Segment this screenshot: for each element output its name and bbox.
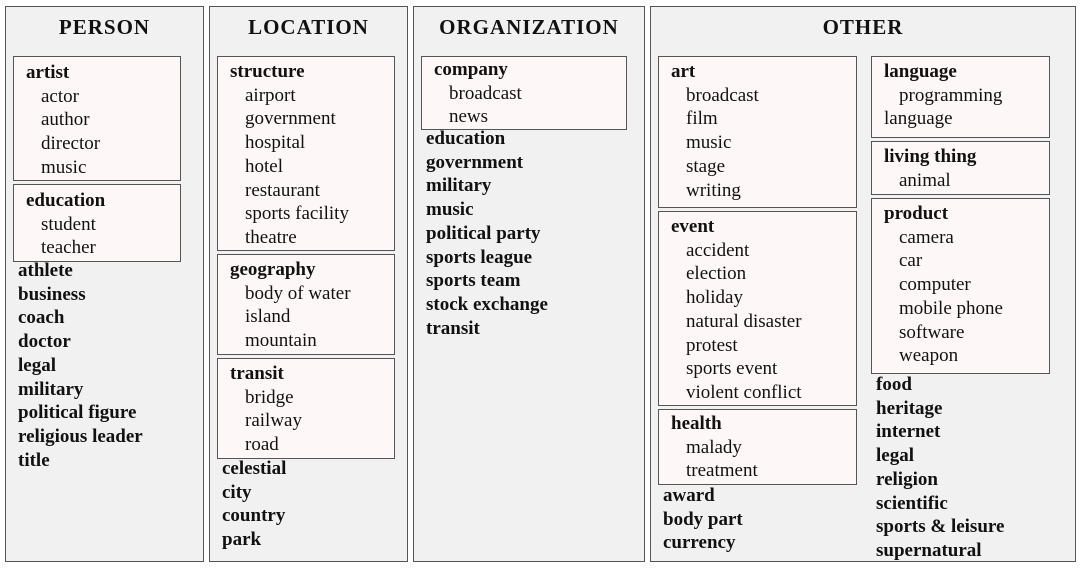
group-head: art	[671, 61, 696, 82]
subtype: camera	[899, 226, 954, 248]
type-label: business	[18, 283, 86, 305]
group-head: event	[671, 216, 715, 237]
subtype: teacher	[41, 237, 96, 259]
type-label: religious leader	[18, 425, 143, 447]
subtype: railway	[245, 410, 302, 432]
group-head: health	[671, 413, 722, 434]
type-label: coach	[18, 307, 65, 329]
subtype: film	[686, 108, 718, 130]
type-label: military	[18, 378, 84, 400]
type-label: title	[18, 449, 50, 471]
loose-types-right	[876, 373, 1004, 563]
subtype: broadcast	[686, 84, 759, 106]
group-geography	[217, 254, 395, 355]
group-living-thing	[871, 141, 1050, 195]
group-event	[658, 211, 857, 406]
type-label: government	[426, 151, 524, 173]
subtype: writing	[686, 179, 741, 201]
subtype: hotel	[245, 155, 283, 177]
group-language	[871, 56, 1050, 138]
subtype: government	[245, 108, 336, 130]
group-head: transit	[230, 363, 284, 384]
subtype: body of water	[245, 282, 351, 304]
subtype: car	[899, 250, 923, 272]
subtype: holiday	[686, 287, 743, 309]
subtype: sports facility	[245, 203, 349, 225]
subtype: weapon	[899, 345, 959, 367]
type-label: legal	[876, 445, 914, 467]
group-head: product	[884, 203, 949, 224]
organization-panel	[413, 6, 645, 562]
type-label: sports & leisure	[876, 516, 1005, 538]
subtype: road	[245, 434, 279, 456]
group-head: education	[26, 190, 106, 211]
person-panel	[5, 6, 204, 562]
subtype: news	[449, 106, 489, 128]
group-artist	[13, 56, 181, 181]
subtype: theatre	[245, 226, 297, 248]
group-head: structure	[230, 61, 305, 82]
other-panel	[650, 6, 1076, 562]
group-structure	[217, 56, 395, 251]
group-product	[871, 198, 1050, 374]
group-company	[421, 56, 627, 130]
type-label: athlete	[18, 260, 73, 281]
group-head: company	[434, 59, 508, 80]
subtype: programming	[899, 84, 1003, 106]
subtype: animal	[899, 169, 951, 191]
subtype: restaurant	[245, 179, 320, 201]
type-label: political figure	[18, 402, 137, 424]
type-label: sports team	[426, 270, 521, 292]
subtype: stage	[686, 155, 726, 177]
subtype: sports event	[686, 358, 778, 380]
subtype: author	[41, 109, 90, 131]
type-label: military	[426, 175, 492, 197]
loose-types	[18, 259, 143, 472]
subtype: mobile phone	[899, 297, 1003, 319]
type-label: doctor	[18, 331, 71, 353]
subtype: software	[899, 321, 965, 343]
subtype: malady	[686, 436, 742, 458]
type-label: city	[222, 481, 252, 503]
group-head: artist	[26, 62, 70, 83]
type-label: heritage	[876, 397, 943, 419]
type-label: currency	[663, 532, 736, 554]
type-label: supernatural	[876, 539, 982, 561]
subtype: accident	[686, 239, 750, 261]
subtype: computer	[899, 274, 971, 296]
subtype: director	[41, 133, 101, 155]
loose-types-left	[663, 484, 743, 555]
panel-title: ORGANIZATION	[439, 15, 619, 39]
type-label: religion	[876, 468, 938, 490]
subtype: broadcast	[449, 82, 522, 104]
type-label: park	[222, 529, 262, 551]
subtype: music	[41, 156, 87, 178]
subtype: bridge	[245, 386, 294, 408]
type-label: scientific	[876, 492, 948, 514]
panel-title: OTHER	[822, 15, 904, 39]
subtype: actor	[41, 85, 79, 107]
type-label: legal	[18, 354, 56, 376]
type-label: body part	[663, 508, 743, 530]
subtype: hospital	[245, 132, 306, 154]
group-education	[13, 184, 181, 262]
subtype: student	[41, 213, 96, 235]
group-head: geography	[230, 259, 316, 280]
type-label: music	[426, 199, 474, 221]
group-art	[658, 56, 857, 208]
loose-types	[222, 457, 286, 552]
group-transit	[217, 358, 395, 459]
subtype: language	[884, 108, 953, 130]
type-label: celestial	[222, 458, 287, 479]
type-label: award	[663, 485, 715, 506]
type-label: food	[876, 374, 912, 395]
type-label: political party	[426, 222, 541, 244]
type-label: country	[222, 505, 286, 527]
panel-title: PERSON	[58, 15, 151, 39]
subtype: island	[245, 306, 291, 328]
location-panel	[209, 6, 408, 562]
subtype: airport	[245, 84, 296, 106]
loose-types	[426, 127, 548, 340]
subtype: violent conflict	[686, 381, 802, 403]
group-health	[658, 409, 857, 485]
subtype: music	[686, 132, 732, 154]
subtype: election	[686, 263, 747, 285]
type-label: education	[426, 128, 506, 149]
subtype: mountain	[245, 330, 317, 352]
group-head: language	[884, 61, 957, 82]
type-label: stock exchange	[426, 293, 548, 315]
group-head: living thing	[884, 146, 977, 167]
type-label: internet	[876, 421, 941, 443]
type-label: transit	[426, 317, 480, 339]
subtype: protest	[686, 334, 738, 356]
panel-title: LOCATION	[248, 15, 369, 39]
subtype: treatment	[686, 460, 758, 482]
type-label: sports league	[426, 246, 533, 268]
subtype: natural disaster	[686, 310, 802, 332]
